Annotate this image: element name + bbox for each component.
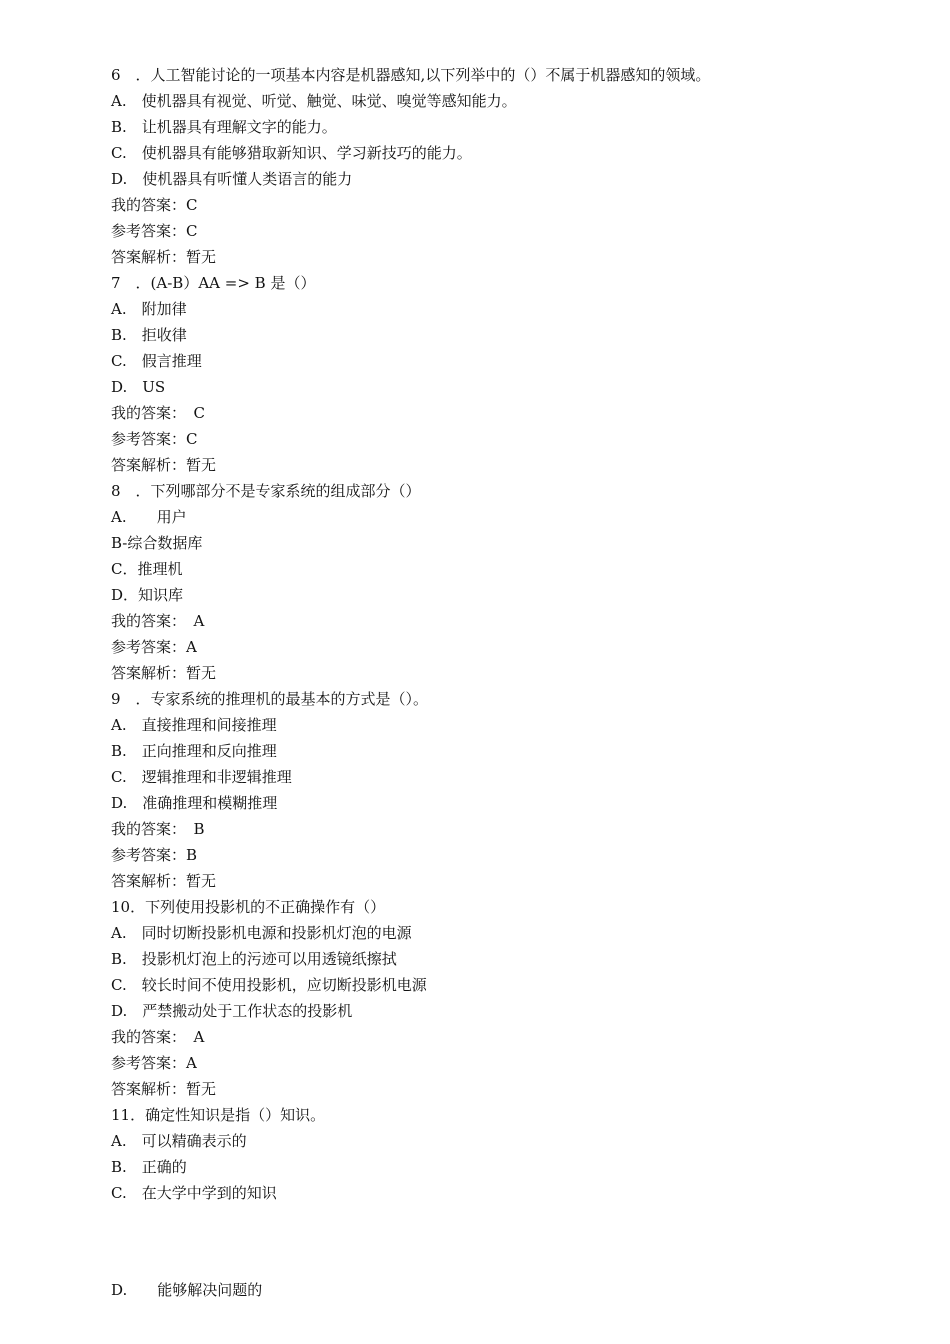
q7-stem: 7 ．(A-B）AA => B 是（） (111, 274, 316, 292)
q6-stem: 6 ．人工智能讨论的一项基本内容是机器感知,以下列举中的（）不属于机器感知的领域。 (111, 66, 711, 84)
q10-option-d: D. 严禁搬动处于工作状态的投影机 (111, 1002, 353, 1020)
q7-option-d: D. US (111, 378, 166, 396)
q6-my-answer: 我的答案：C (111, 196, 198, 214)
q7-option-a: A. 附加律 (111, 300, 187, 318)
q6-explanation: 答案解析：暂无 (111, 248, 217, 266)
q10-my-answer: 我的答案： A (111, 1028, 205, 1046)
q9-option-b: B. 正向推理和反向推理 (111, 742, 277, 760)
q10-stem: 10．下列使用投影机的不正确操作有（） (111, 898, 386, 916)
q9-option-c: C. 逻辑推理和非逻辑推理 (111, 768, 292, 786)
q10-reference-answer: 参考答案：A (111, 1054, 197, 1072)
q9-my-answer: 我的答案： B (111, 820, 205, 838)
q10-option-b: B. 投影机灯泡上的污迹可以用透镜纸擦拭 (111, 950, 397, 968)
q10-option-c: C. 较长时间不使用投影机，应切断投影机电源 (111, 976, 427, 994)
q9-option-a: A. 直接推理和间接推理 (111, 716, 277, 734)
q8-option-d: D．知识库 (111, 586, 184, 604)
q7-option-b: B. 拒收律 (111, 326, 187, 344)
q6-option-b: B. 让机器具有理解文字的能力。 (111, 118, 337, 136)
q6-option-d: D. 使机器具有听懂人类语言的能力 (111, 170, 353, 188)
q8-my-answer: 我的答案： A (111, 612, 205, 630)
q10-explanation: 答案解析：暂无 (111, 1080, 217, 1098)
q7-reference-answer: 参考答案：C (111, 430, 198, 448)
q9-reference-answer: 参考答案：B (111, 846, 198, 864)
q7-option-c: C. 假言推理 (111, 352, 202, 370)
q9-stem: 9 ．专家系统的推理机的最基本的方式是（）。 (111, 690, 429, 708)
q11-option-b: B. 正确的 (111, 1158, 187, 1176)
q6-option-a: A. 使机器具有视觉、听觉、触觉、味觉、嗅觉等感知能力。 (111, 92, 517, 110)
q9-explanation: 答案解析：暂无 (111, 872, 217, 890)
q10-option-a: A. 同时切断投影机电源和投影机灯泡的电源 (111, 924, 412, 942)
q6-option-c: C. 使机器具有能够猎取新知识、学习新技巧的能力。 (111, 144, 472, 162)
q8-stem: 8 ．下列哪部分不是专家系统的组成部分（） (111, 482, 421, 500)
q11-option-d: D. 能够解决问题的 (111, 1281, 263, 1299)
q7-my-answer: 我的答案： C (111, 404, 205, 422)
q7-explanation: 答案解析：暂无 (111, 456, 217, 474)
q8-explanation: 答案解析：暂无 (111, 664, 217, 682)
q8-option-a: A. 用户 (111, 508, 187, 526)
q11-option-c: C. 在大学中学到的知识 (111, 1184, 277, 1202)
q9-option-d: D. 准确推理和模糊推理 (111, 794, 278, 812)
q11-option-a: A. 可以精确表示的 (111, 1132, 247, 1150)
q8-reference-answer: 参考答案：A (111, 638, 197, 656)
q6-reference-answer: 参考答案：C (111, 222, 198, 240)
q11-stem: 11．确定性知识是指（）知识。 (111, 1106, 326, 1124)
q8-option-c: C．推理机 (111, 560, 183, 578)
q8-option-b: B-综合数据库 (111, 534, 203, 552)
